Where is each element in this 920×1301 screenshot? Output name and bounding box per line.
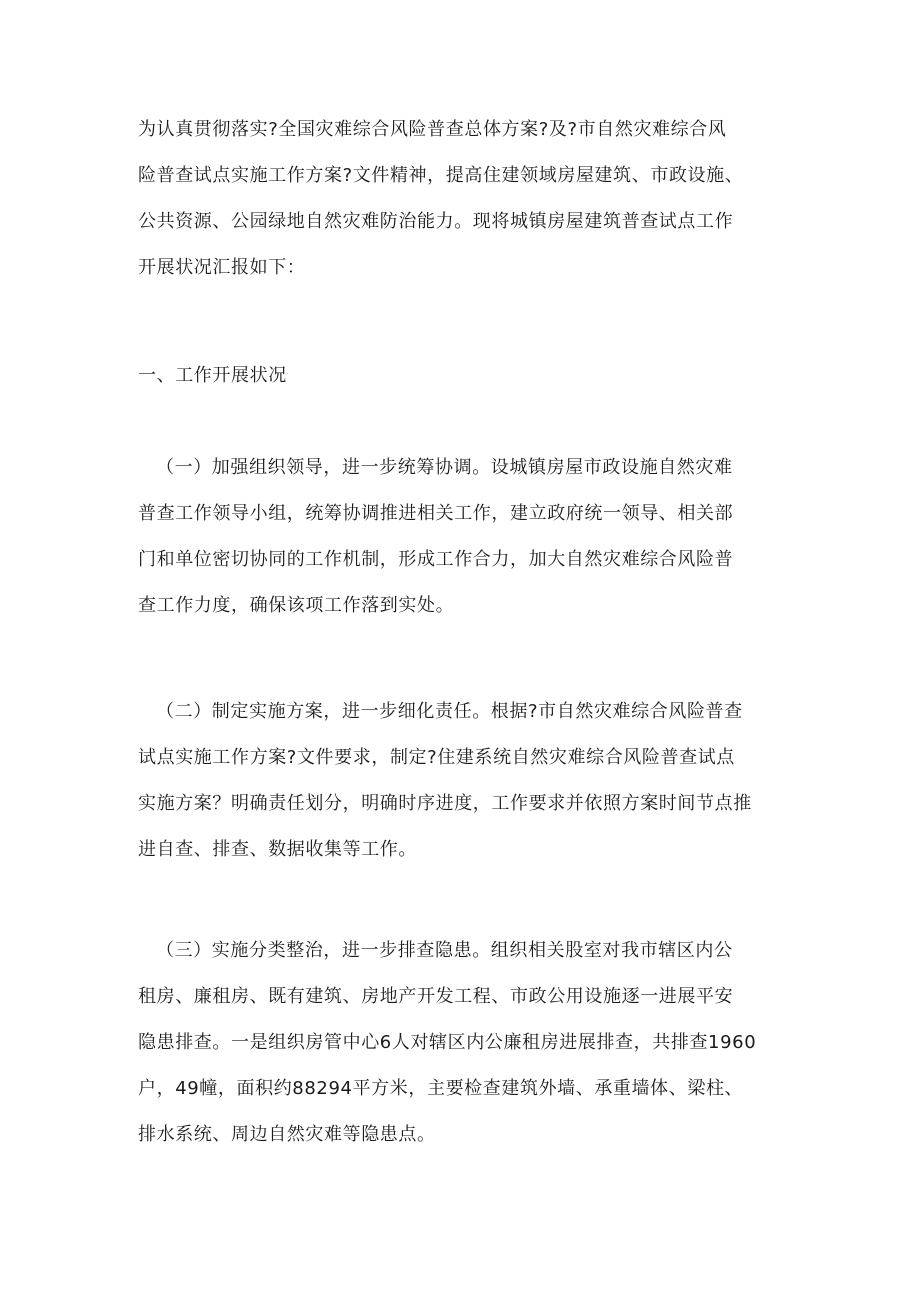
item-2-line-4: 进自查、排查、数据收集等工作。	[138, 839, 417, 860]
item-3-line-3: 隐患排查。一是组织房管中心6人对辖区内公廉租房进展排查，共排查1960	[138, 1032, 757, 1053]
item-3-line-5: 排水系统、周边自然灾难等隐患点。	[138, 1124, 436, 1145]
item-3-line-1: （三）实施分类整治，进一步排查隐患。组织相关股室对我市辖区内公	[156, 940, 733, 961]
item-1-line-3: 门和单位密切协同的工作机制，形成工作合力，加大自然灾难综合风险普	[138, 549, 734, 570]
item-1-line-2: 普查工作领导小组，统筹协调推进相关工作，建立政府统一领导、相关部	[138, 503, 734, 524]
item-2-paragraph	[138, 689, 798, 873]
intro-line-2: 险普查试点实施工作方案?文件精神，提高住建领域房屋建筑、市政设施、	[138, 165, 744, 186]
section-heading-text: 一、工作开展状况	[138, 365, 287, 386]
item-2-line-3: 实施方案？明确责任划分，明确时序进度，工作要求并依照方案时间节点推	[138, 793, 752, 814]
item-1-line-4: 查工作力度，确保该项工作落到实处。	[138, 595, 455, 616]
item-2-line-2: 试点实施工作方案?文件要求，制定?住建系统自然灾难综合风险普查试点	[138, 747, 735, 768]
intro-paragraph	[138, 107, 798, 291]
item-3-line-2: 租房、廉租房、既有建筑、房地产开发工程、市政公用设施逐一进展平安	[138, 986, 734, 1007]
intro-line-4: 开展状况汇报如下：	[138, 257, 306, 278]
item-1-paragraph	[138, 445, 798, 629]
intro-line-1: 为认真贯彻落实?全国灾难综合风险普查总体方案?及?市自然灾难综合风	[138, 119, 727, 140]
item-1-line-1: （一）加强组织领导，进一步统筹协调。设城镇房屋市政设施自然灾难	[156, 457, 733, 478]
item-3-paragraph	[138, 928, 798, 1158]
item-3-line-4: 户，49幢，面积约88294平方米，主要检查建筑外墙、承重墙体、梁柱、	[138, 1078, 744, 1099]
intro-line-3: 公共资源、公园绿地自然灾难防治能力。现将城镇房屋建筑普查试点工作	[138, 211, 734, 232]
item-2-line-1: （二）制定实施方案，进一步细化责任。根据?市自然灾难综合风险普查	[156, 701, 743, 722]
section-heading	[138, 353, 798, 399]
